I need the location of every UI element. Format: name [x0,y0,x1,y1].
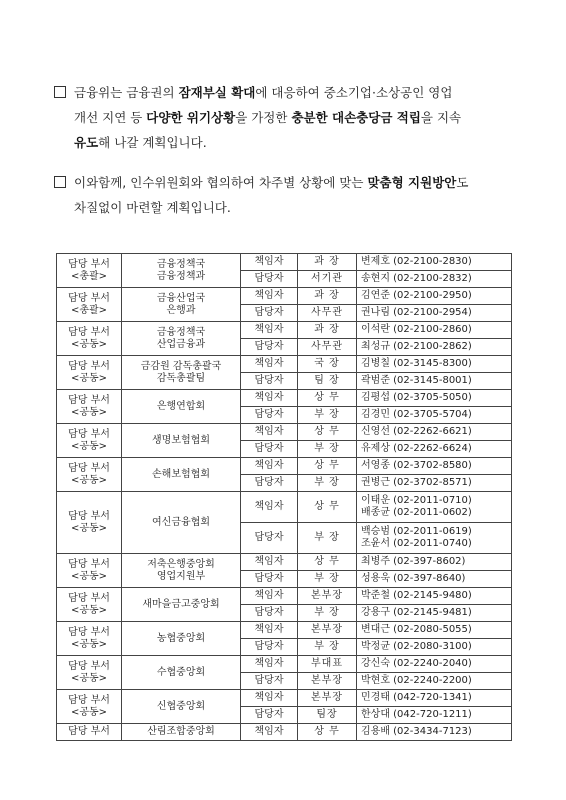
paragraph-indent [54,105,524,155]
cell-text: 담당 부서 [68,660,110,672]
role-cell [241,339,298,356]
cell-text: 책임자 [254,358,284,369]
rank-cell [298,424,357,441]
cell-text: 저축은행중앙회 [147,558,215,570]
cell-text: 최성규 (02-2100-2862) [361,341,472,352]
role-cell [241,724,298,741]
org-cell [122,458,241,492]
cell-text: 담당자 [254,709,284,720]
cell-text: 부 장 [314,607,340,618]
cell-text: 담당자 [254,307,284,318]
contact-info-cell [357,622,512,639]
contact-info-cell [357,305,512,322]
cell-text: 담당 부서 [68,360,110,372]
contact-info-cell [357,571,512,588]
role-cell [241,322,298,339]
role-cell [241,605,298,622]
cell-text: 사무관 [311,307,343,318]
cell-text: 팀 장 [314,375,340,386]
cell-text: 책임자 [254,324,284,335]
role-cell [241,492,298,523]
cell-text: 김병칠 (02-3145-8300) [361,358,472,369]
cell-text: 권나림 (02-2100-2954) [361,307,472,318]
cell-text: 상 무 [314,726,340,737]
dept-cell [57,322,122,356]
cell-text: 담당 부서 [68,592,110,604]
cell-text: <총괄> [70,270,108,282]
cell-text: 담당자 [254,409,284,420]
cell-text: 금융정책국 [156,258,206,270]
org-cell [122,724,241,741]
paragraph-support-plan [54,170,524,220]
cell-text: 책임자 [254,426,284,437]
rank-cell [298,475,357,492]
rank-cell [298,724,357,741]
contact-info-cell [357,356,512,373]
cell-text: 조윤서 (02-2011-0740) [361,538,472,549]
org-cell [122,656,241,690]
cell-text: 책임자 [254,256,284,267]
checkbox-bullet-icon [54,176,66,188]
cell-text: 담당자 [254,443,284,454]
cell-text: 과 장 [314,256,340,267]
bold-text: 충분한 대손충당금 적립 [291,110,421,125]
cell-text: 변제호 (02-2100-2830) [361,256,472,267]
bold-text: 잠재부실 확대 [178,85,256,100]
rank-cell [298,588,357,605]
rank-cell [298,356,357,373]
rank-cell [298,339,357,356]
rank-cell [298,288,357,305]
checkbox-bullet-icon [54,86,66,98]
table-row [57,288,512,305]
rank-cell [298,639,357,656]
dept-cell [57,458,122,492]
cell-text: 손해보험협회 [152,468,210,480]
table-row [57,458,512,475]
contact-info-cell [357,707,512,724]
cell-text: 송현지 (02-2100-2832) [361,273,472,284]
bold-text: 유도 [74,135,99,150]
contact-info-cell [357,673,512,690]
rank-cell [298,271,357,288]
cell-text: 박현호 (02-2240-2200) [361,675,472,686]
role-cell [241,424,298,441]
cell-text: 부 장 [314,532,340,543]
cell-text: 담당 부서 [68,726,110,737]
role-cell [241,523,298,554]
cell-text: 담당자 [254,477,284,488]
cell-text: <공동> [70,638,108,650]
cell-text: 책임자 [254,460,284,471]
cell-text: 상 무 [314,501,340,512]
cell-text: 담당자 [254,375,284,386]
cell-text: 본부장 [311,692,343,703]
table-row [57,588,512,605]
table-row [57,554,512,571]
cell-text: <총괄> [70,304,108,316]
cell-text: 상 무 [314,426,340,437]
rank-cell [298,458,357,475]
dept-cell [57,288,122,322]
org-cell [122,588,241,622]
cell-text: 김용배 (02-3434-7123) [361,726,472,737]
org-cell [122,424,241,458]
text-span: 차질없이 마련할 계획입니다. [74,200,231,215]
rank-cell [298,322,357,339]
contact-info-cell [357,424,512,441]
table-row [57,690,512,707]
cell-text: 부 장 [314,409,340,420]
cell-text: 변대근 (02-2080-5055) [361,624,472,635]
cell-text: 본부장 [311,675,343,686]
cell-text: 담당자 [254,675,284,686]
cell-text: 농협중앙회 [156,632,206,644]
cell-text: 강용구 (02-2145-9481) [361,607,472,618]
dept-cell [57,622,122,656]
cell-text: 담당 부서 [68,462,110,474]
cell-text: 금융정책과 [156,270,206,282]
contact-info-cell [357,656,512,673]
rank-cell [298,373,357,390]
cell-text: 담당자 [254,273,284,284]
contact-info-cell [357,322,512,339]
contact-info-cell [357,588,512,605]
dept-cell [57,588,122,622]
table-row [57,322,512,339]
contact-info-cell [357,441,512,458]
cell-text: 책임자 [254,726,284,737]
cell-text: 본부장 [311,624,343,635]
contact-info-cell [357,373,512,390]
cell-text: 담당 부서 [68,326,110,338]
cell-text: 담당 부서 [68,292,110,304]
cell-text: 여신금융협회 [152,516,210,528]
cell-text: 책임자 [254,590,284,601]
dept-cell [57,492,122,554]
contact-table-body [57,254,512,741]
rank-cell [298,305,357,322]
contact-info-cell [357,605,512,622]
text-span: 을 가정한 [235,110,292,125]
cell-text: 곽범준 (02-3145-8001) [361,375,472,386]
text-span: 이와함께, 인수위원회와 협의하여 차주별 상황에 맞는 [74,175,368,190]
org-cell [122,622,241,656]
role-cell [241,673,298,690]
cell-text: 부 장 [314,443,340,454]
rank-cell [298,605,357,622]
cell-text: 생명보험협회 [152,434,210,446]
cell-text: 담당 부서 [68,394,110,406]
org-cell [122,690,241,724]
role-cell [241,305,298,322]
cell-text: 담당 부서 [68,694,110,706]
cell-text: 권병근 (02-3702-8571) [361,477,472,488]
rank-cell [298,571,357,588]
cell-text: <공동> [70,672,108,684]
contact-info-cell [357,390,512,407]
contact-info-cell [357,407,512,424]
rank-cell [298,690,357,707]
role-cell [241,707,298,724]
contact-info-cell [357,475,512,492]
cell-text: 이태운 (02-2011-0710) [361,495,472,506]
cell-text: 박준철 (02-2145-9480) [361,590,472,601]
contact-info-cell [357,690,512,707]
cell-text: 배종균 (02-2011-0602) [361,507,472,518]
cell-text: 유제상 (02-2262-6624) [361,443,472,454]
rank-cell [298,707,357,724]
cell-text: <공동> [70,372,108,384]
table-row [57,622,512,639]
contact-info-cell [357,523,512,554]
text-span: 개선 지연 등 [74,110,147,125]
table-row [57,390,512,407]
cell-text: 서기관 [311,273,343,284]
org-cell [122,554,241,588]
cell-text: 과 장 [314,290,340,301]
dept-cell [57,356,122,390]
bold-text: 맞춤형 지원방안 [367,175,457,190]
cell-text: 담당 부서 [68,558,110,570]
rank-cell [298,673,357,690]
cell-text: 과 장 [314,324,340,335]
role-cell [241,407,298,424]
rank-cell [298,554,357,571]
cell-text: <공동> [70,338,108,350]
cell-text: <공동> [70,706,108,718]
contact-info-cell [357,554,512,571]
rank-cell [298,622,357,639]
cell-text: 국 장 [314,358,340,369]
paragraph-indent [54,195,524,220]
rank-cell [298,441,357,458]
cell-text: 박정균 (02-2080-3100) [361,641,472,652]
contact-info-cell [357,339,512,356]
role-cell [241,622,298,639]
cell-text: 금감원 감독총괄국 [140,360,222,372]
dept-cell [57,554,122,588]
role-cell [241,639,298,656]
cell-text: 성용욱 (02-397-8640) [361,573,466,584]
cell-text: 담당 부서 [68,258,110,270]
table-row [57,724,512,741]
cell-text: 감독총괄팀 [156,372,206,384]
paragraph-loan-loss-provision [54,80,524,155]
table-row [57,492,512,523]
role-cell [241,588,298,605]
text-span: 해 나갈 계획입니다. [98,135,207,150]
contact-info-cell [357,492,512,523]
contact-table [56,253,512,741]
cell-text: 수협중앙회 [156,666,206,678]
cell-text: 산업금융과 [156,338,206,350]
role-cell [241,571,298,588]
cell-text: 최병주 (02-397-8602) [361,556,466,567]
cell-text: 이석란 (02-2100-2860) [361,324,472,335]
cell-text: 책임자 [254,501,284,512]
role-cell [241,271,298,288]
cell-text: 은행과 [166,304,196,316]
cell-text: 부 장 [314,573,340,584]
text-span: 에 대응하여 중소기업·소상공인 영업 [255,85,453,100]
dept-cell [57,254,122,288]
org-cell [122,356,241,390]
cell-text: <공동> [70,522,108,534]
cell-text: 한상대 (042-720-1211) [361,709,472,720]
rank-cell [298,254,357,271]
cell-text: 담당 부서 [68,428,110,440]
org-cell [122,390,241,424]
cell-text: 담당 부서 [68,626,110,638]
role-cell [241,254,298,271]
contact-info-cell [357,271,512,288]
dept-cell [57,424,122,458]
cell-text: 부대표 [311,658,343,669]
rank-cell [298,390,357,407]
role-cell [241,356,298,373]
dept-cell [57,690,122,724]
cell-text: 담당 부서 [68,510,110,522]
cell-text: 상 무 [314,556,340,567]
cell-text: 영업지원부 [156,570,206,582]
table-row [57,424,512,441]
role-cell [241,458,298,475]
table-row [57,656,512,673]
contact-info-cell [357,288,512,305]
cell-text: 새마을금고중앙회 [142,598,220,610]
cell-text: 부 장 [314,641,340,652]
cell-text: 팀장 [316,709,338,720]
cell-text: 산림조합중앙회 [147,726,215,737]
cell-text: 담당자 [254,341,284,352]
cell-text: 책임자 [254,290,284,301]
cell-text: 책임자 [254,624,284,635]
role-cell [241,441,298,458]
org-cell [122,492,241,554]
cell-text: <공동> [70,474,108,486]
rank-cell [298,523,357,554]
cell-text: 서영종 (02-3702-8580) [361,460,472,471]
dept-cell [57,656,122,690]
text-span: 도 [456,175,469,190]
cell-text: 김연준 (02-2100-2950) [361,290,472,301]
cell-text: 금융정책국 [156,326,206,338]
rank-cell [298,407,357,424]
role-cell [241,390,298,407]
cell-text: 강신숙 (02-2240-2040) [361,658,472,669]
role-cell [241,475,298,492]
rank-cell [298,656,357,673]
cell-text: 김경민 (02-3705-5704) [361,409,472,420]
bold-text: 다양한 위기상황 [146,110,236,125]
cell-text: 신영선 (02-2262-6621) [361,426,472,437]
dept-cell [57,390,122,424]
cell-text: 상 무 [314,460,340,471]
contact-info-cell [357,639,512,656]
cell-text: 부 장 [314,477,340,488]
cell-text: 본부장 [311,590,343,601]
cell-text: 백승범 (02-2011-0619) [361,526,472,537]
cell-text: 책임자 [254,556,284,567]
role-cell [241,690,298,707]
table-row [57,356,512,373]
role-cell [241,656,298,673]
cell-text: 사무관 [311,341,343,352]
role-cell [241,288,298,305]
text-span: 을 지속 [420,110,462,125]
role-cell [241,554,298,571]
cell-text: 은행연합회 [156,400,206,412]
org-cell [122,254,241,288]
cell-text: 담당자 [254,607,284,618]
table-row [57,254,512,271]
cell-text: 신협중앙회 [156,700,206,712]
cell-text: 책임자 [254,392,284,403]
cell-text: <공동> [70,406,108,418]
dept-cell [57,724,122,741]
org-cell [122,322,241,356]
cell-text: 금융산업국 [156,292,206,304]
cell-text: <공동> [70,570,108,582]
cell-text: 담당자 [254,532,284,543]
cell-text: 상 무 [314,392,340,403]
cell-text: 민경태 (042-720-1341) [361,692,472,703]
cell-text: 책임자 [254,658,284,669]
cell-text: <공동> [70,440,108,452]
cell-text: <공동> [70,604,108,616]
cell-text: 김평섭 (02-3705-5050) [361,392,472,403]
text-span: 금융위는 금융권의 [74,85,179,100]
contact-info-cell [357,724,512,741]
org-cell [122,288,241,322]
role-cell [241,373,298,390]
cell-text: 책임자 [254,692,284,703]
cell-text: 담당자 [254,573,284,584]
cell-text: 담당자 [254,641,284,652]
contact-info-cell [357,254,512,271]
rank-cell [298,492,357,523]
contact-info-cell [357,458,512,475]
